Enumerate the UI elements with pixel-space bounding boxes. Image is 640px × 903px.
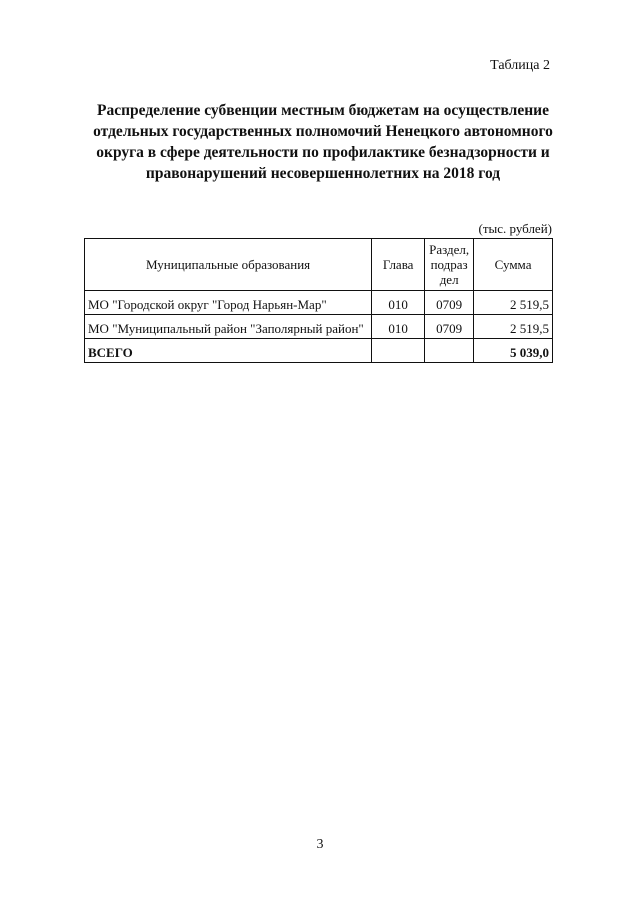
title-line: правонарушений несовершеннолетних на 2018 год: [145, 165, 501, 182]
table-header-row: [85, 239, 553, 291]
cell-sum: 2 519,5: [474, 291, 553, 315]
header-municipality: Муниципальные образования: [85, 239, 372, 291]
header-section-line: подраз: [430, 257, 468, 272]
cell-municipality: МО "Городской округ "Город Нарьян-Мар": [85, 291, 372, 315]
header-section-line: дел: [439, 272, 459, 287]
title-line: отдельных государственных полномочий Ненецкого автономного: [93, 123, 553, 140]
cell-section: 0709: [425, 291, 474, 315]
title-line: округа в сфере деятельности по профилактике безнадзорности и: [96, 144, 550, 161]
cell-total-chapter: [372, 339, 425, 363]
page-number: 3: [316, 837, 324, 852]
header-chapter: Глава: [372, 239, 425, 291]
cell-chapter: 010: [372, 315, 425, 339]
table-row: [85, 315, 553, 339]
header-section: [425, 239, 474, 291]
units-note: (тыс. рублей): [478, 221, 552, 236]
cell-total-label: ВСЕГО: [85, 339, 372, 363]
document-title: [75, 100, 571, 184]
cell-section: 0709: [425, 315, 474, 339]
cell-chapter: 010: [372, 291, 425, 315]
cell-total-section: [425, 339, 474, 363]
subvention-table: [84, 238, 553, 363]
header-section-line: Раздел,: [429, 242, 470, 257]
table-row: [85, 291, 553, 315]
title-line: Распределение субвенции местным бюджетам на осуществление: [97, 102, 549, 119]
header-sum: Сумма: [474, 239, 553, 291]
table-total-row: [85, 339, 553, 363]
cell-sum: 2 519,5: [474, 315, 553, 339]
cell-total-sum: 5 039,0: [474, 339, 553, 363]
cell-municipality: МО "Муниципальный район "Заполярный район": [85, 315, 372, 339]
table-label: Таблица 2: [490, 58, 550, 73]
